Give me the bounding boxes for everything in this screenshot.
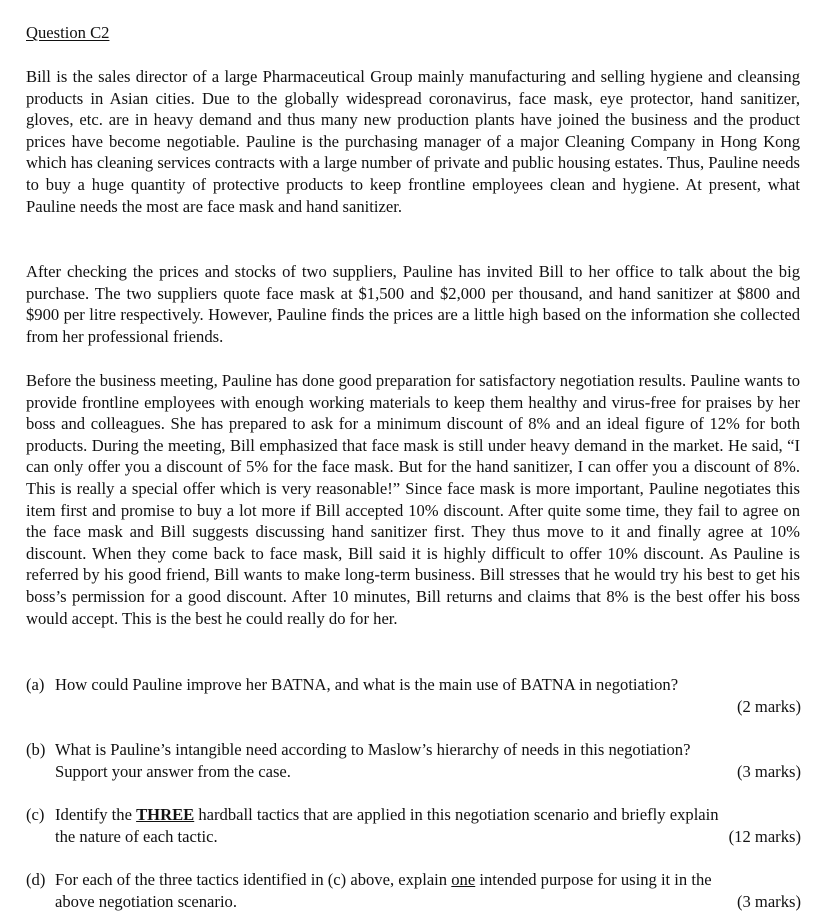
question-a-marks: (2 marks): [736, 696, 801, 716]
question-a-text: How could Pauline improve her BATNA, and what is the main use of BATNA in negotiation?: [55, 675, 679, 694]
question-a-label: (a): [26, 675, 45, 694]
question-c-text-post: hardball tactics that are applied in this negotiation scenario and briefly explain: [194, 805, 719, 824]
question-c-text-2: the nature of each tactic.: [55, 826, 218, 846]
question-d: [26, 869, 801, 912]
question-d-text-2: above negotiation scenario.: [55, 891, 238, 911]
question-c-text-pre: Identify the: [55, 805, 137, 824]
question-c: [26, 804, 801, 847]
question-d-text-pre: For each of the three tactics identified in (c) above, explain: [55, 870, 452, 889]
question-title: Question C2: [26, 23, 110, 42]
case-paragraph-2: After checking the prices and stocks of two suppliers, Pauline has invited Bill to her office to talk about the big purchase. The two suppliers quote face mask at $1,500 and $2,000 per thousand, and hand sanitizer at $800 and $900 per litre respectively. However, Pauline finds the prices are a little high based on the information she collected from her professional friends.: [26, 262, 800, 346]
question-b-text-2: Support your answer from the case.: [55, 761, 291, 781]
question-b-text: What is Pauline’s intangible need according to Maslow’s hierarchy of needs in this negotiation?: [55, 740, 691, 759]
question-b-label: (b): [26, 740, 46, 759]
question-d-marks: (3 marks): [736, 891, 801, 911]
question-d-emphasis: one: [451, 870, 476, 889]
question-a: [26, 674, 801, 717]
question-d-text-post: intended purpose for using it in the: [475, 870, 712, 889]
question-b: [26, 739, 801, 782]
question-d-label: (d): [26, 870, 46, 889]
question-c-emphasis: THREE: [136, 805, 195, 824]
case-paragraph-3: Before the business meeting, Pauline has done good preparation for satisfactory negotiation results. Pauline wants to provide frontline employees with enough working materials to keep them healthy and virus-free for praises by her boss and colleagues. She has prepared to ask for a minimum discount of 8% and an ideal figure of 12% for both products. During the meeting, Bill emphasized that face mask is still under heavy demand in the market. He said, “I can only offer you a discount of 5% for the face mask. But for the hand sanitizer, I can offer you a discount of 8%. This is really a special offer which is very reasonable!” Since face mask is more important, Pauline negotiates this item first and promise to buy a lot more if Bill accepted 10% discount. After quite some time, they fail to agree on the face mask and Bill suggests discussing hand sanitizer first. They thus move to it and finally agree at 10% discount. When they come back to face mask, Bill said it is highly difficult to offer 10% discount. As Pauline is referred by his good friend, Bill wants to make long-term business. Bill stresses that he would try his best to get his boss’s permission for a good discount. After 10 minutes, Bill returns and claims that 8% is the best offer his boss would accept. This is the best he could really do for her.: [26, 371, 800, 628]
question-c-label: (c): [26, 805, 45, 824]
question-b-marks: (3 marks): [736, 761, 801, 781]
case-paragraph-1: Bill is the sales director of a large Pharmaceutical Group mainly manufacturing and selling hygiene and cleansing products in Asian cities. Due to the globally widespread coronavirus, face mask, eye protector, hand sanitizer, gloves, etc. are in heavy demand and thus many new production plants have joined the business and the product prices have become negotiable. Pauline is the purchasing manager of a major Cleaning Company in Hong Kong which has cleaning services contracts with a large number of private and public housing estates. Thus, Pauline needs to buy a huge quantity of protective products to keep frontline employees clean and hygiene. At present, what Pauline needs the most are face mask and hand sanitizer.: [26, 67, 801, 216]
question-c-marks: (12 marks): [728, 826, 801, 846]
